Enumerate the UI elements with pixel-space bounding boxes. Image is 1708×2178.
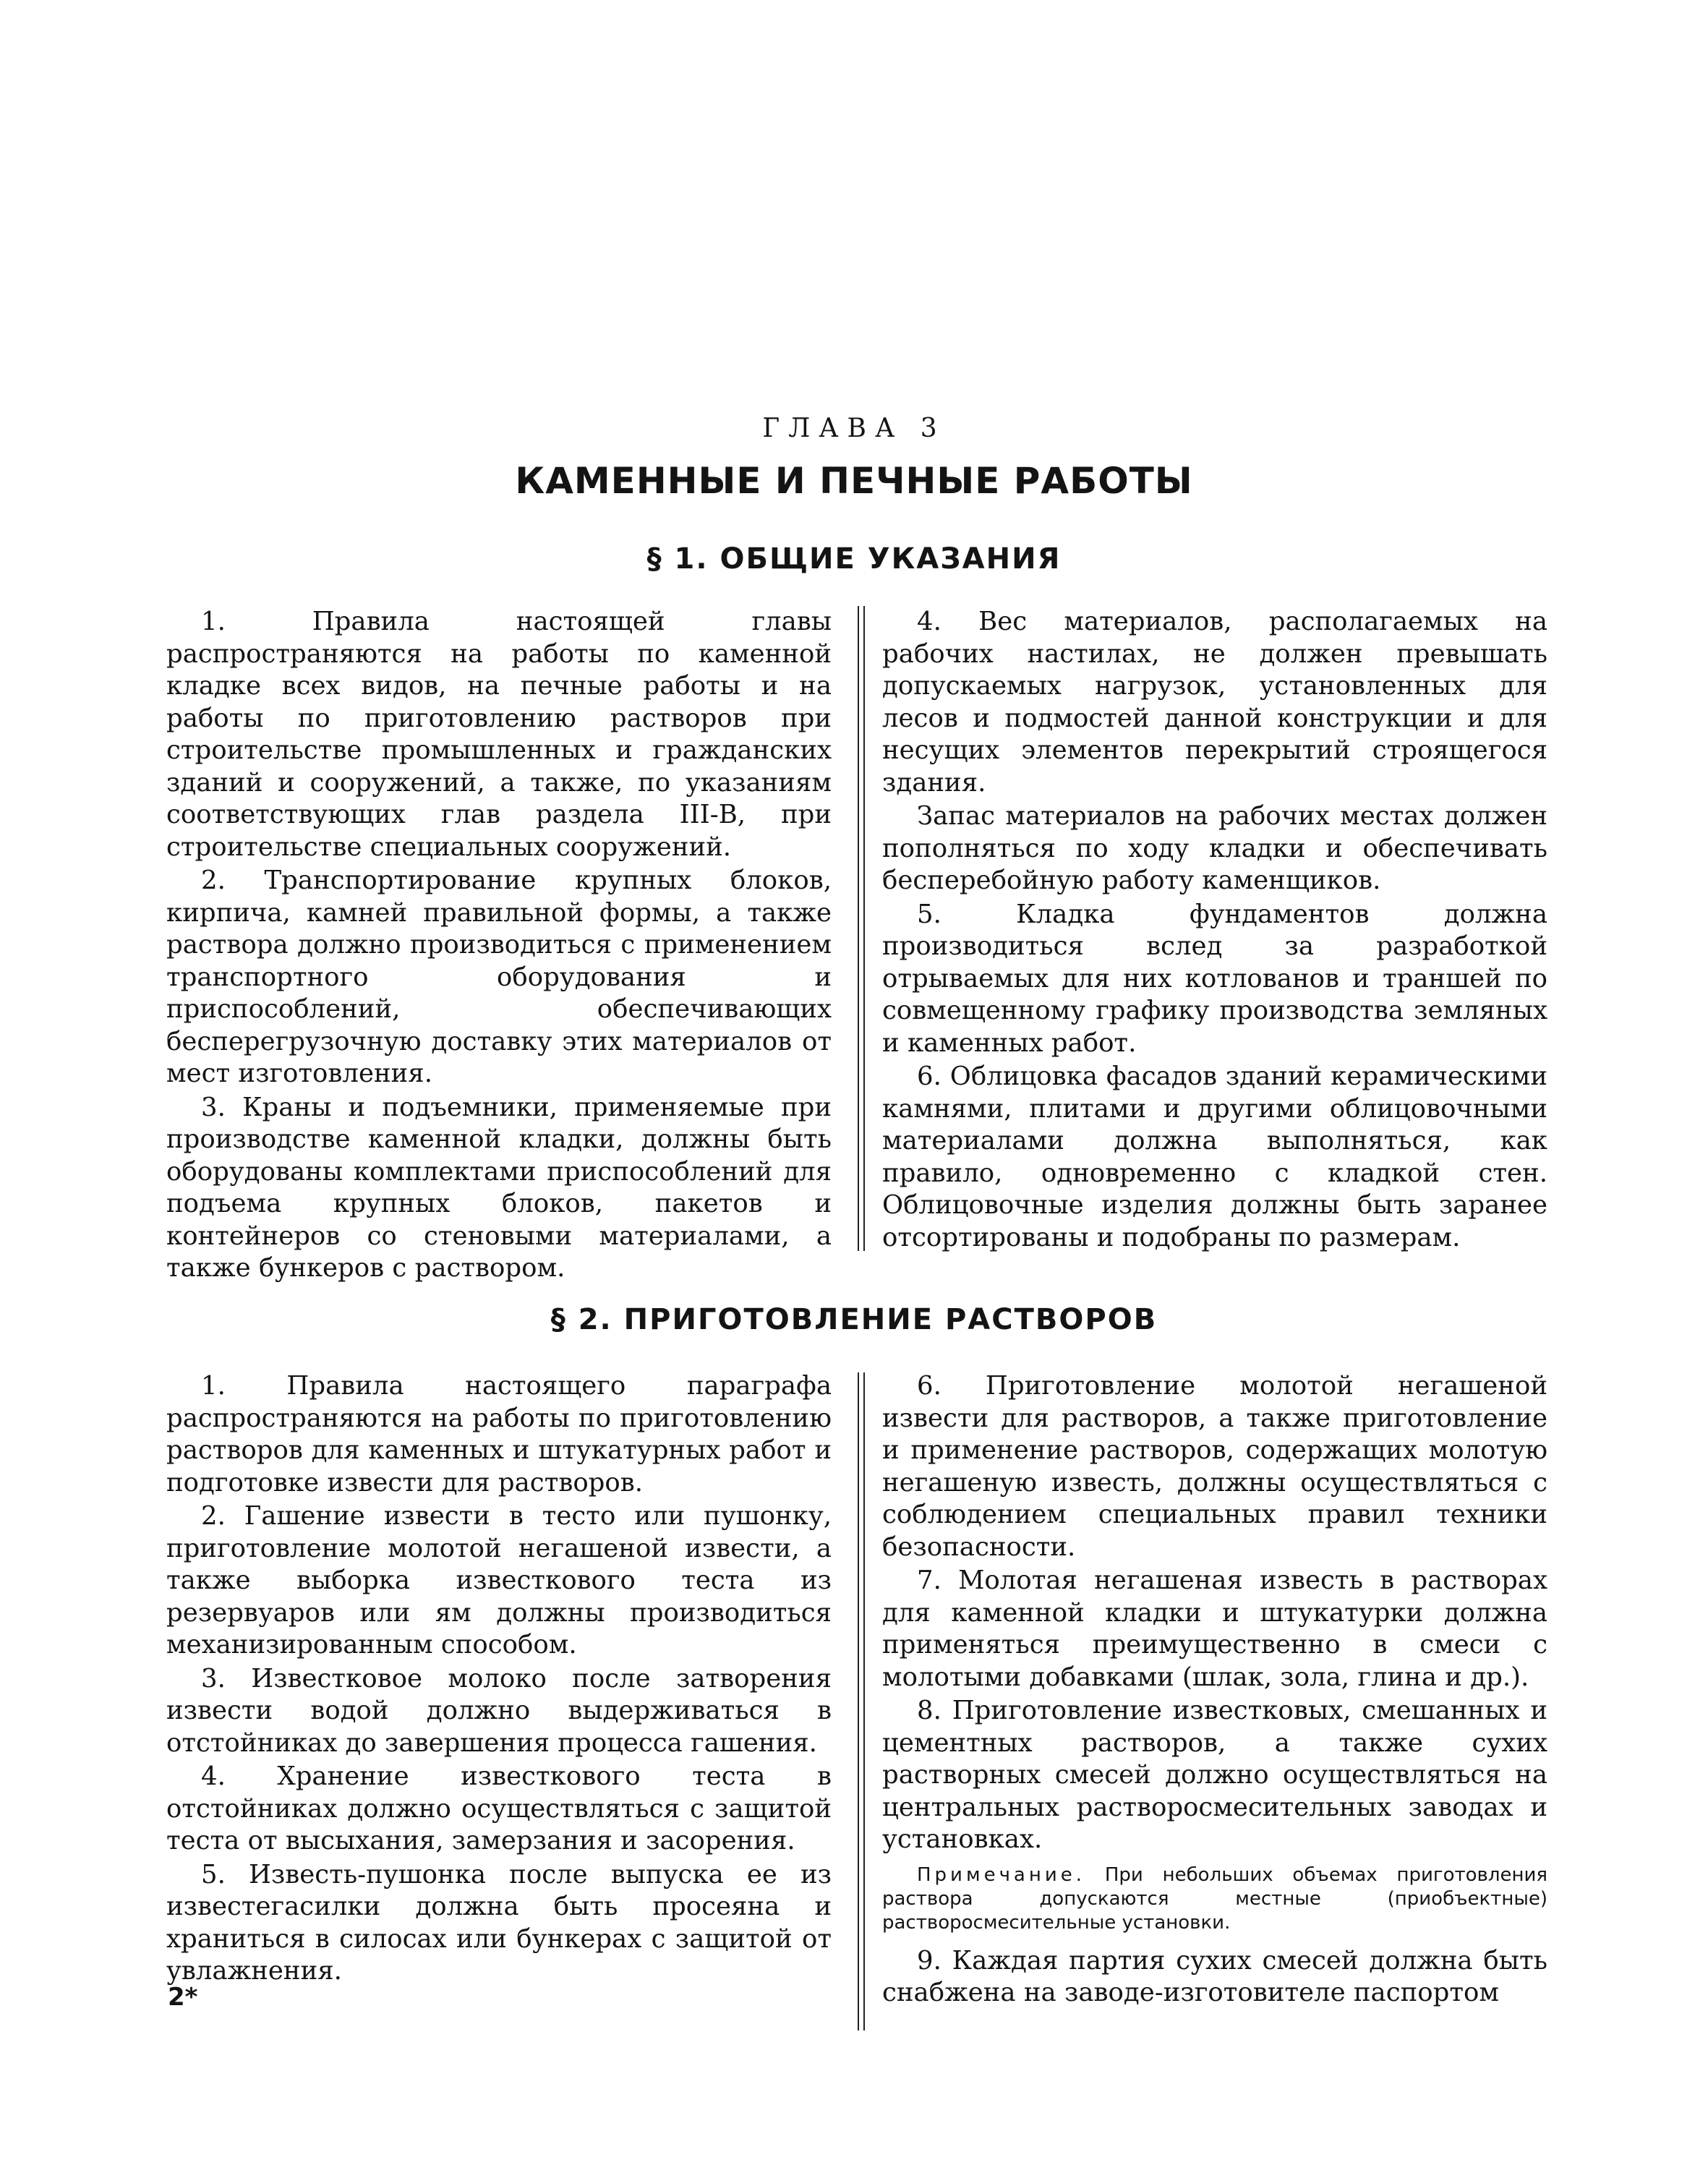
section-1-left-column [166, 606, 832, 1285]
paragraph: 3. Краны и подъемники, применяемые при производстве каменной кладки, должны быть оборудованы комплектами приспособлений для подъема крупных блоков, пакетов и контейнеров со стеновыми материалами, а также бункеров с раствором. [166, 1092, 832, 1283]
paragraph: 2. Транспортирование крупных блоков, кирпича, камней правильной формы, а также раствора должно производиться с применением транспортного оборудования и приспособлений, обеспечивающих бесперегрузочную доставку этих материалов от мест изготовления. [166, 866, 832, 1088]
note-label: Примечание. [917, 1863, 1086, 1886]
note [882, 1863, 1547, 1935]
paragraph: 7. Молотая негашеная известь в растворах для каменной кладки и штукатурки должна применяться преимущественно в смеси с молотыми добавками (шлак, зола, глина и др.). [882, 1566, 1547, 1692]
section-2-right-column [882, 1370, 1547, 2010]
column-divider [858, 606, 865, 1251]
paragraph: 9. Каждая партия сухих смесей должна быть снабжена на заводе-изготовителе паспортом [882, 1945, 1547, 2007]
paragraph: 8. Приготовление известковых, смешанных и цементных растворов, а также сухих растворных смесей должно осуществляться на центральных растворосмесительных заводах и установках. [882, 1696, 1547, 1854]
page-signature-mark: 2* [168, 1983, 198, 2012]
paragraph: 5. Известь-пушонка после выпуска ее из известегасилки должна быть просеяна и храниться в силосах или бункерах с защитой от увлажнения. [166, 1859, 832, 1986]
paragraph: Запас материалов на рабочих местах должен пополняться по ходу кладки и обеспечивать бесперебойную работу каменщиков. [882, 801, 1547, 895]
paragraph: 5. Кладка фундаментов должна производиться вслед за разработкой отрываемых для них котлованов и траншей по совмещенному графику производства земляных и каменных работ. [882, 899, 1547, 1058]
paragraph: 1. Правила настоящего параграфа распространяются на работы по приготовлению растворов для каменных и штукатурных работ и подготовке извести для растворов. [166, 1371, 832, 1498]
paragraph: 4. Вес материалов, располагаемых на рабочих настилах, не должен превышать допускаемых нагрузок, установленных для лесов и подмостей данной конструкции и для несущих элементов перекрытий строящегося здания. [882, 607, 1547, 798]
column-divider [858, 1372, 865, 2030]
paragraph: 6. Облицовка фасадов зданий керамическими камнями, плитами и другими облицовочными материалами должна выполняться, как правило, одновременно с кладкой стен. Облицовочные изделия должны быть заранее отсортированы и подобраны по размерам. [882, 1062, 1547, 1252]
paragraph: 6. Приготовление молотой негашеной извести для растворов, а также приготовление и применение растворов, содержащих молотую негашеную известь, должны осуществляться с соблюдением специальных правил техники безопасности. [882, 1371, 1547, 1562]
paragraph: 2. Гашение извести в тесто или пушонку, приготовление молотой негашеной извести, а также выборка известкового теста из резервуаров или ям должны производиться механизированным способом. [166, 1501, 832, 1660]
section-1-title: § 1. ОБЩИЕ УКАЗАНИЯ [646, 542, 1062, 576]
paragraph: 4. Хранение известкового теста в отстойниках должно осуществляться с защитой теста от высыхания, замерзания и засорения. [166, 1761, 832, 1855]
paragraph: 3. Известковое молоко после затворения извести водой должно выдерживаться в отстойниках до завершения процесса гашения. [166, 1663, 832, 1758]
section-2-title: § 2. ПРИГОТОВЛЕНИЕ РАСТВОРОВ [550, 1303, 1158, 1336]
section-2-left-column [166, 1370, 832, 1988]
note-text: При небольших объемах приготовления раствора допускаются местные (приобъектные) растворосмесительные установки. [882, 1863, 1548, 1934]
paragraph: 1. Правила настоящей главы распространяются на работы по каменной кладке всех видов, на печные работы и на работы по приготовлению растворов при строительстве промышленных и гражданских зданий и сооружений, а также, по указаниям соответствующих глав раздела III-В, при строительстве специальных сооружений. [166, 607, 832, 862]
chapter-label: ГЛАВА 3 [762, 414, 946, 443]
section-1-right-column [882, 606, 1547, 1254]
chapter-title: КАМЕННЫЕ И ПЕЧНЫЕ РАБОТЫ [515, 460, 1193, 502]
